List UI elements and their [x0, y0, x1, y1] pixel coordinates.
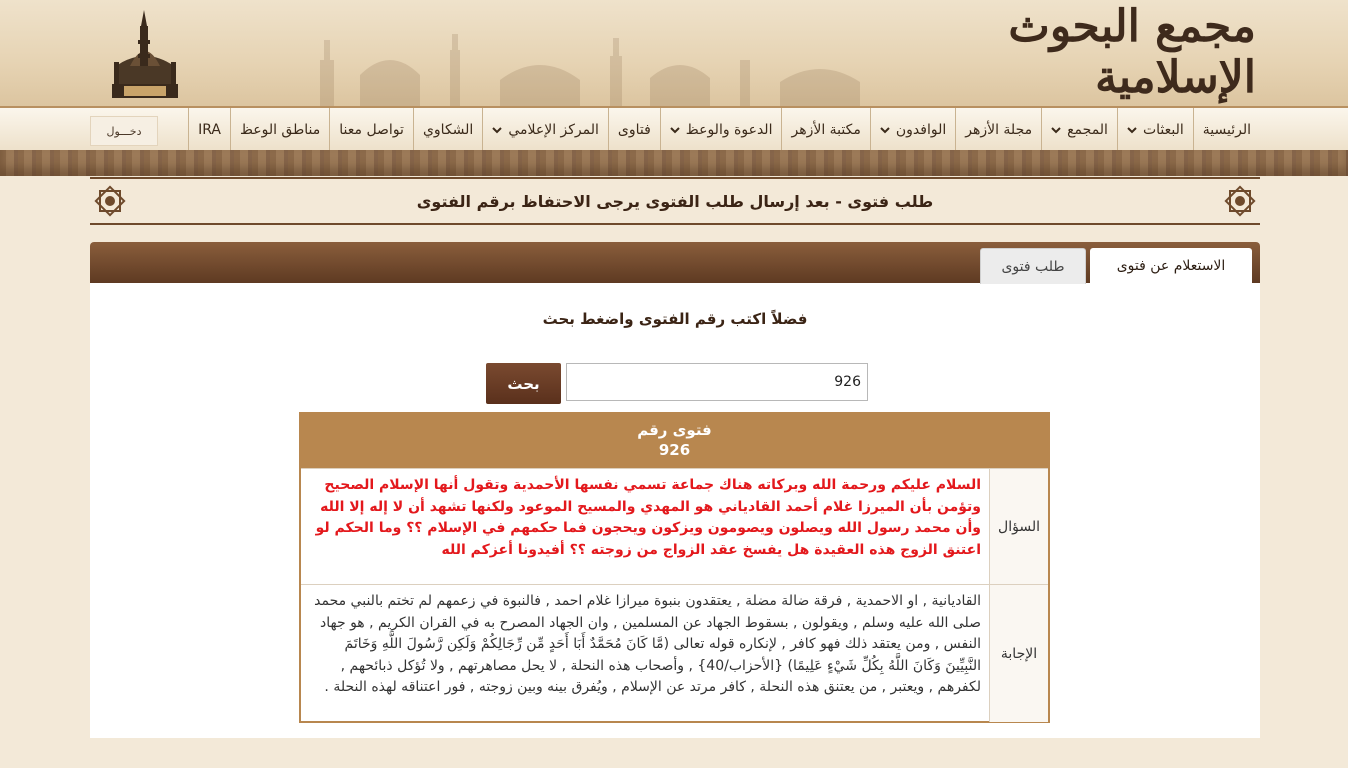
chevron-down-icon	[1127, 125, 1137, 135]
nav-item-fatwas[interactable]: فتاوى	[608, 108, 660, 152]
login-button[interactable]: دخـــول	[90, 116, 158, 146]
result-heading: فتوى رقم	[637, 421, 712, 439]
chevron-down-icon	[670, 125, 680, 135]
nav-item-missions[interactable]: البعثات	[1117, 108, 1193, 152]
fatwa-panel	[90, 242, 1260, 738]
page-title-bar	[90, 177, 1260, 225]
decorative-band	[0, 150, 1348, 176]
nav-item-complaints[interactable]: الشكاوي	[413, 108, 482, 152]
answer-label: الإجابة	[989, 585, 1048, 722]
main-nav	[188, 108, 1260, 152]
chevron-down-icon	[492, 125, 502, 135]
nav-item-media-center[interactable]: المركز الإعلامي	[482, 108, 608, 152]
nav-item-expatriates[interactable]: الوافدون	[870, 108, 955, 152]
nav-item-academy[interactable]: المجمع	[1041, 108, 1117, 152]
chevron-down-icon	[880, 125, 890, 135]
page-title: طلب فتوى - بعد إرسال طلب الفتوى يرجى الاحتفاظ برقم الفتوى	[416, 191, 934, 211]
search-prompt: فضلاً اكتب رقم الفتوى واضغط بحث	[542, 310, 808, 328]
nav-item-azhar-library[interactable]: مكتبة الأزهر	[781, 108, 869, 152]
nav-item-ira[interactable]: IRA	[188, 108, 230, 152]
site-logo-text[interactable]: مجمع البحوث الإسلامية	[1008, 1, 1256, 103]
question-row	[301, 468, 1048, 585]
nav-item-azhar-magazine[interactable]: مجلة الأزهر	[955, 108, 1041, 152]
question-text: السلام عليكم ورحمة الله وبركاته هناك جماعة تسمي نفسها الأحمدية وتقول أنها الإسلام الصحيح وتؤمن بأن الميرزا غلام أحمد القادياني هو المهدي والمسيح الموعود ولكنها تشهد أن لا إله إلا الله وأن محمد رسول الله ويصلون ويصومون ويزكون ويحجون فما حكمهم في الإسلام ؟؟ وما الحكم لو اعتنق الزوج هذه العقيدة هل يفسخ عقد الزواج من زوجته ؟؟ أفيدونا أعزكم الله	[315, 477, 981, 558]
result-header	[301, 414, 1048, 468]
nav-item-home[interactable]: الرئيسية	[1193, 108, 1260, 152]
skyline-decoration	[300, 30, 900, 106]
mosque-logo-icon[interactable]	[108, 6, 182, 100]
ornament-icon	[1224, 185, 1256, 217]
tab-request[interactable]: طلب فتوى	[980, 248, 1086, 284]
question-label: السؤال	[989, 469, 1048, 585]
nav-item-preaching-regions[interactable]: مناطق الوعظ	[230, 108, 329, 152]
tab-strip	[90, 242, 1260, 283]
nav-item-contact[interactable]: تواصل معنا	[329, 108, 413, 152]
nav-item-dawah[interactable]: الدعوة والوعظ	[660, 108, 782, 152]
fatwa-number-input[interactable]	[566, 363, 868, 401]
result-number: 926	[658, 441, 691, 459]
answer-text: القاديانية , او الاحمدية , فرقة ضالة مضلة , يعتقدون بنبوة ميرازا غلام احمد , فالنبوة في زعمهم لم تختم بالنبي محمد صلى الله عليه وسلم , ويقولون , بسقوط الجهاد عن المسلمين , وان الجهاد المصرح به في القران الكريم , هو جهاد النفس , ومن يعتقد ذلك فهو كافر , لإنكاره قوله تعالى (مَّا كَانَ مُحَمَّدٌ أَبَا أَحَدٍ مِّن رِّجَالِكُمْ وَلَكِن رَّسُولَ اللَّهِ وَخَاتَمَ النَّبِيِّينَ وَكَانَ اللَّهُ بِكُلِّ شَيْءٍ عَلِيمًا) {الأحزاب/40} , وأصحاب هذه النحلة , لا يحل مصاهرتهم , ولا تُؤكل ذبائحهم , لكفرهم , ويعتبر , من يعتنق هذه النحلة , كافر مرتد عن الإسلام , ويُفرق بينه وبين زوجته , فور اعتناقه لهذه النحلة .	[314, 593, 981, 695]
site-header	[0, 0, 1348, 106]
chevron-down-icon	[1051, 125, 1061, 135]
answer-row	[301, 584, 1048, 722]
tab-inquiry[interactable]: الاستعلام عن فتوى	[1090, 248, 1252, 283]
main-navbar	[0, 106, 1348, 152]
search-button[interactable]: بحث	[486, 363, 561, 404]
fatwa-result-table	[299, 412, 1050, 723]
